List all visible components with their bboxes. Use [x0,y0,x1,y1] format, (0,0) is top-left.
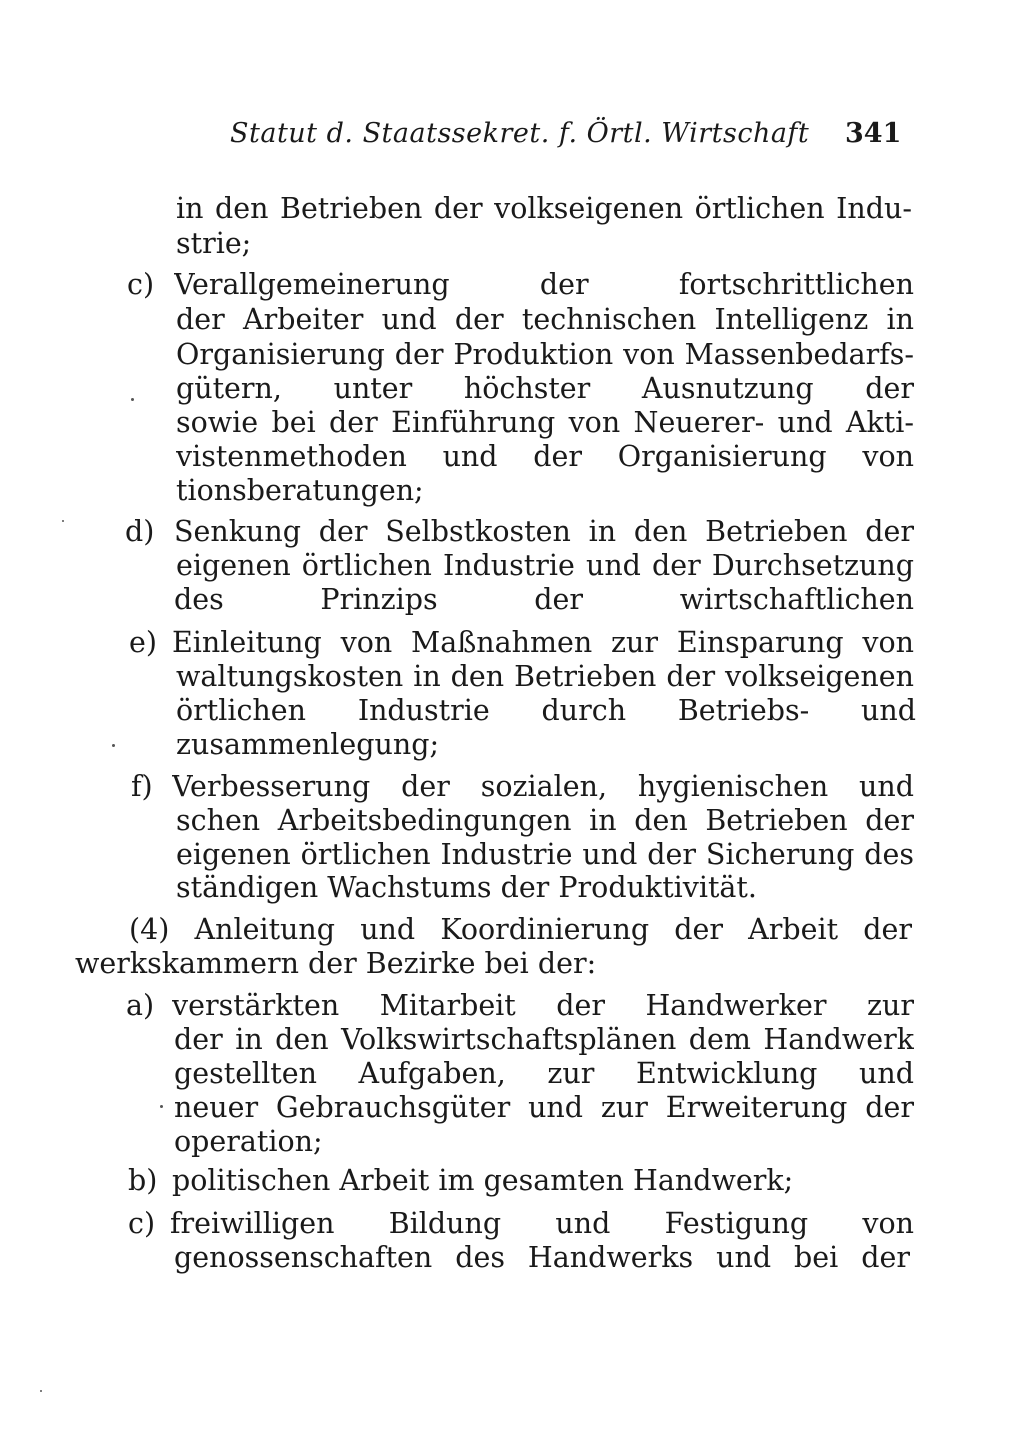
text-line: Verbesserung der sozialen, hygienischen und [172,770,914,803]
text-line: neuer Gebrauchsgüter und zur Erweiterung der [174,1091,914,1124]
list-label: c) [128,1207,156,1240]
text-line: strie; [176,227,252,260]
running-title: Statut d. Staatssekret. f. Örtl. Wirtschaft [230,118,810,149]
text-line: ständigen Wachstums der Produktivität. [176,871,757,904]
scan-speck [40,1390,42,1392]
text-line: vistenmethoden und der Organisierung von [176,440,914,473]
text-line: operation; [174,1125,323,1158]
scan-speck [62,520,64,522]
text-line: tionsberatungen; [176,474,424,507]
scan-speck [131,398,134,401]
text-line: (4) Anleitung und Koordinierung der Arbeit der [129,913,912,946]
list-label: a) [126,989,155,1022]
text-line: des Prinzips der wirtschaftlichen [174,583,914,616]
text-line: gestellten Aufgaben, zur Entwicklung und [174,1057,914,1090]
text-line: genossenschaften des Handwerks und bei der [174,1241,910,1274]
scan-speck [160,1105,163,1108]
page-number: 341 [845,118,902,149]
list-label: b) [128,1164,158,1197]
text-line: verstärkten Mitarbeit der Handwerker zur [172,989,914,1022]
text-line: waltungskosten in den Betrieben der volkseigenen [176,660,914,693]
text-line: zusammenlegung; [176,728,440,761]
text-line: Organisierung der Produktion von Massenbedarfs- [176,338,914,371]
list-label: c) [127,268,155,301]
text-line: politischen Arbeit im gesamten Handwerk; [172,1164,794,1197]
text-line: werkskammern der Bezirke bei der: [75,947,597,980]
text-line: freiwilligen Bildung und Festigung von [170,1207,914,1240]
list-label: f) [131,770,153,803]
text-line: in den Betrieben der volkseigenen örtlichen Indu- [176,192,912,225]
text-line: sowie bei der Einführung von Neuerer- und Akti- [176,406,914,439]
scan-speck [112,744,115,747]
text-line: der in den Volkswirtschaftsplänen dem Handwerk [174,1023,914,1056]
text-line: eigenen örtlichen Industrie und der Durchsetzung [176,549,914,582]
text-line: gütern, unter höchster Ausnutzung der [176,372,914,405]
list-label: d) [125,515,155,548]
text-line: eigenen örtlichen Industrie und der Sicherung des [176,838,914,871]
text-line: der Arbeiter und der technischen Intelligenz in [176,303,914,336]
text-line: Einleitung von Maßnahmen zur Einsparung von [172,626,914,659]
text-line: Senkung der Selbstkosten in den Betrieben der [174,515,914,548]
text-line: örtlichen Industrie durch Betriebs- und [176,694,916,727]
text-line: Verallgemeinerung der fortschrittlichen [174,268,914,301]
list-label: e) [129,626,157,659]
text-line: schen Arbeitsbedingungen in den Betrieben der [176,804,914,837]
